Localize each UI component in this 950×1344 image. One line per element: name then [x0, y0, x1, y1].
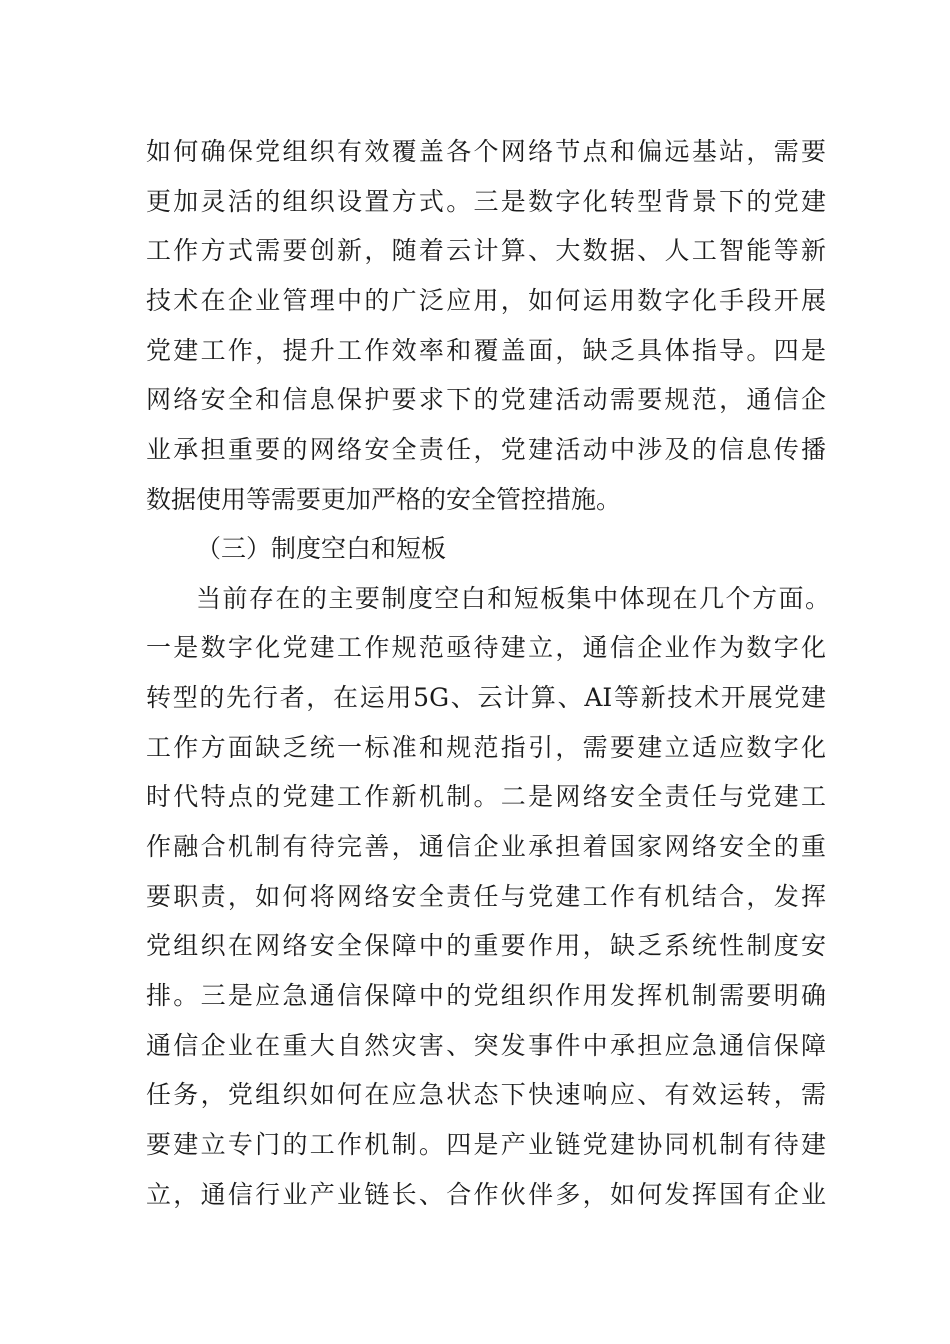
body-text-line: 网络安全和信息保护要求下的党建活动需要规范，通信企 [146, 385, 826, 414]
body-text-line: 要职责，如何将网络安全责任与党建工作有机结合，发挥 [146, 882, 826, 911]
body-text-line: 业承担重要的网络安全责任，党建活动中涉及的信息传播 [146, 435, 826, 464]
body-text-line: 党建工作，提升工作效率和覆盖面，缺乏具体指导。四是 [146, 336, 826, 365]
body-text-line: 技术在企业管理中的广泛应用，如何运用数字化手段开展 [146, 286, 826, 315]
section-heading: （三）制度空白和短板 [196, 534, 447, 563]
body-text-line: 通信企业在重大自然灾害、突发事件中承担应急通信保障 [146, 1031, 826, 1060]
body-text-line: 一是数字化党建工作规范亟待建立，通信企业作为数字化 [146, 633, 826, 662]
body-text-line: 当前存在的主要制度空白和短板集中体现在几个方面。 [196, 584, 830, 613]
body-text-line: 数据使用等需要更加严格的安全管控措施。 [146, 485, 622, 514]
body-text-line: 如何确保党组织有效覆盖各个网络节点和偏远基站，需要 [146, 137, 826, 166]
body-text-line: 更加灵活的组织设置方式。三是数字化转型背景下的党建 [146, 187, 826, 216]
body-text-line: 作融合机制有待完善，通信企业承担着国家网络安全的重 [146, 832, 826, 861]
body-text-line: 时代特点的党建工作新机制。二是网络安全责任与党建工 [146, 782, 826, 811]
body-text-line: 排。三是应急通信保障中的党组织作用发挥机制需要明确 [146, 981, 826, 1010]
body-text-line: 任务，党组织如何在应急状态下快速响应、有效运转，需 [146, 1080, 826, 1109]
body-text-line: 党组织在网络安全保障中的重要作用，缺乏系统性制度安 [146, 931, 826, 960]
body-text-line: 工作方面缺乏统一标准和规范指引，需要建立适应数字化 [146, 733, 826, 762]
body-text-line: 工作方式需要创新，随着云计算、大数据、人工智能等新 [146, 236, 826, 265]
body-text-line: 转型的先行者，在运用5G、云计算、AI等新技术开展党建 [146, 683, 826, 712]
body-text-line: 要建立专门的工作机制。四是产业链党建协同机制有待建 [146, 1130, 826, 1159]
body-text-line: 立，通信行业产业链长、合作伙伴多，如何发挥国有企业 [146, 1180, 826, 1209]
